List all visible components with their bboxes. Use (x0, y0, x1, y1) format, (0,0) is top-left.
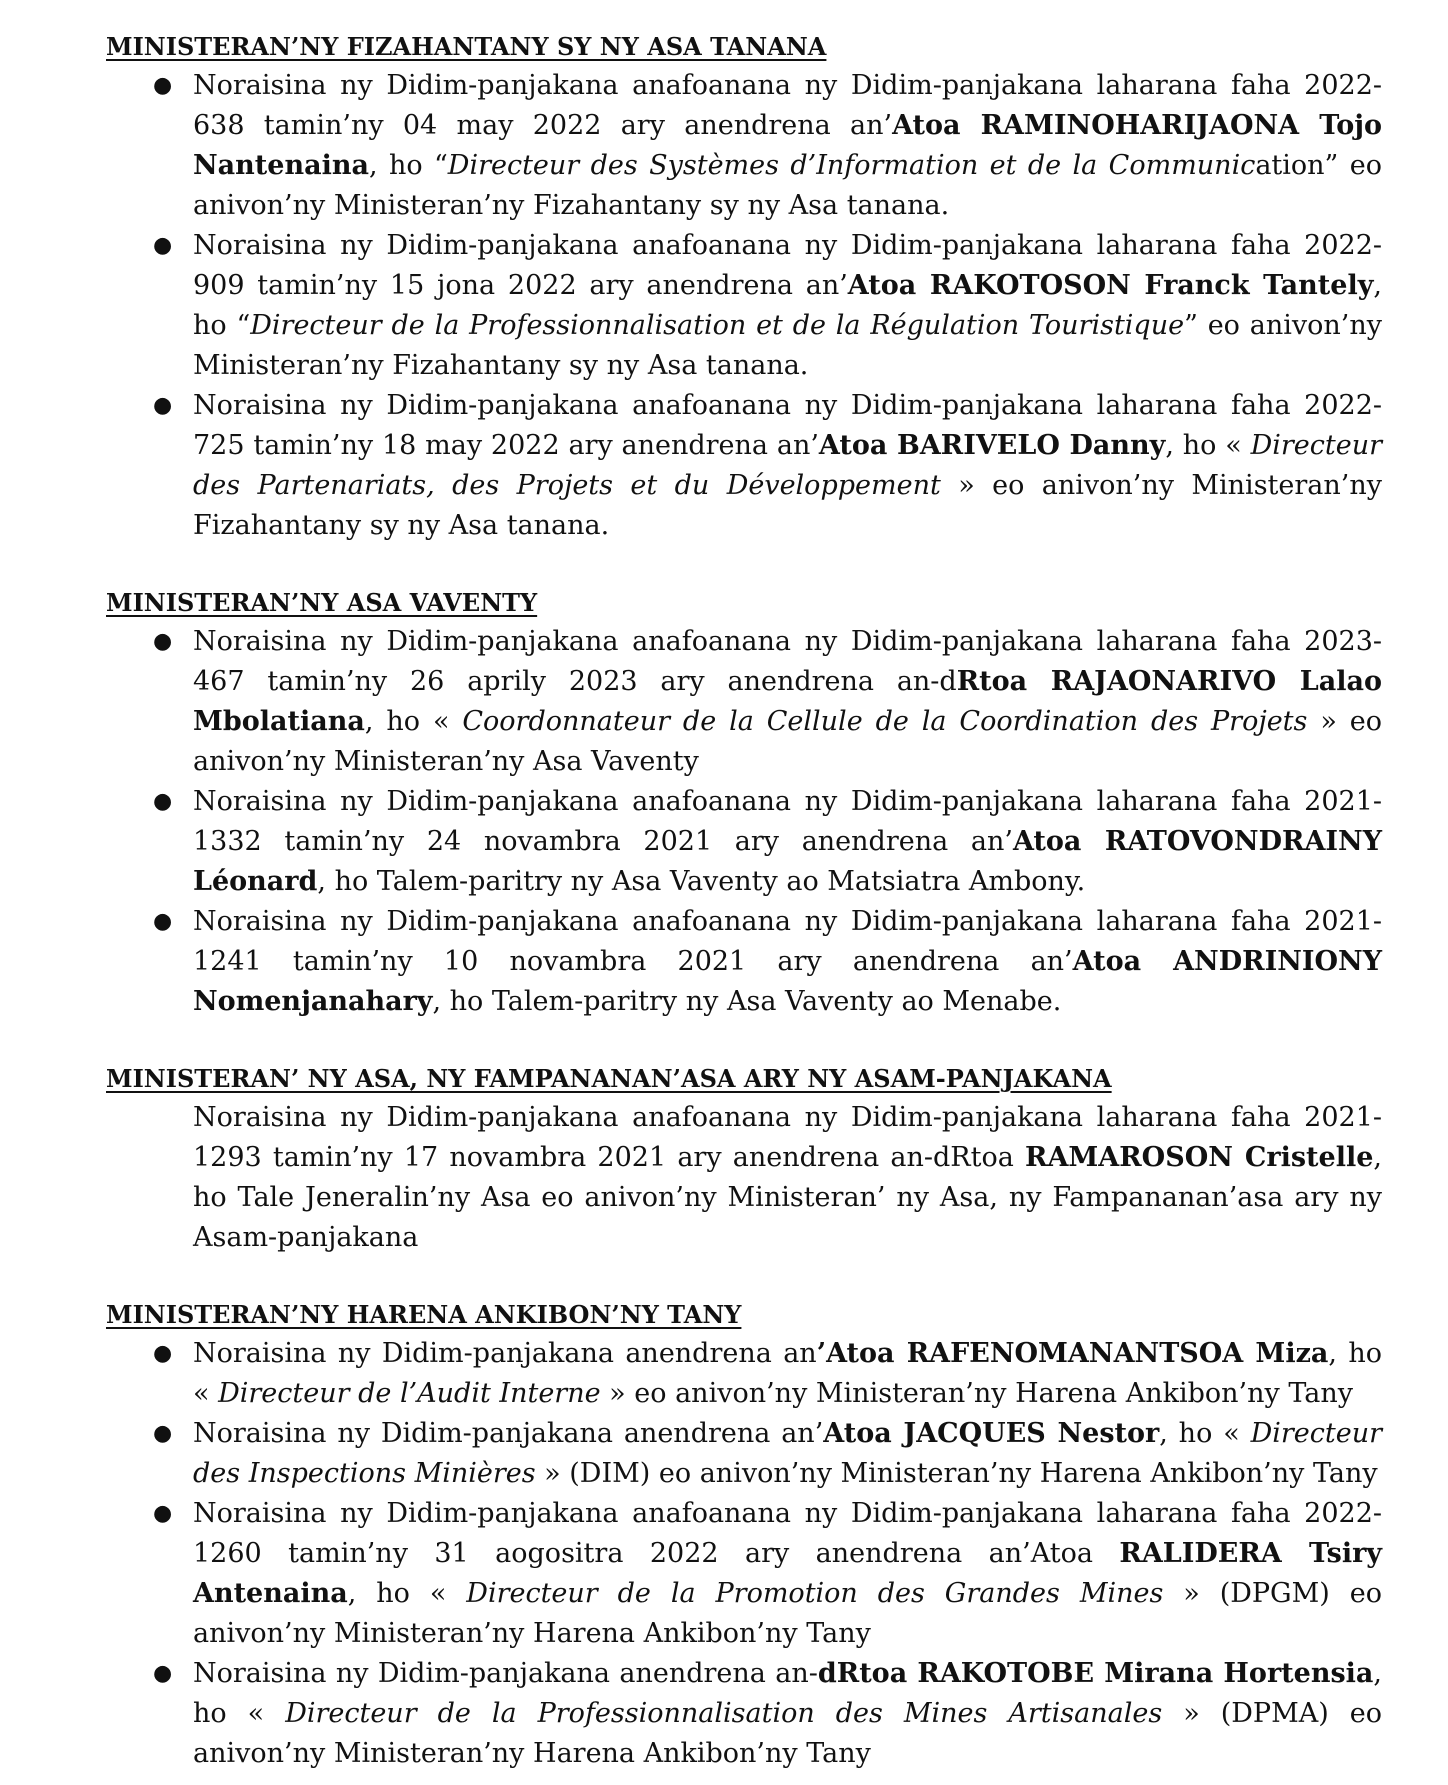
bullet-icon: ● (153, 789, 173, 814)
decree-item: ● Noraisina ny Didim-panjakana anafoanana ny Didim-panjakana laharana faha 2022-725 tamin’ny 18 may 2022 ary anendrena an’Atoa BARIVELO Danny, ho « Directeur des Partenariats, des Projets et du Développement » eo anivon’ny Ministeran’ny Fizahantany sy ny Asa tanana. (193, 386, 1382, 546)
decree-item: ● Noraisina ny Didim-panjakana anendrena an-dRtoa RAKOTOBE Mirana Hortensia, ho « Directeur de la Professionnalisation des Mines Artisanales » (DPMA) eo anivon’ny Ministeran’ny Harena Ankibon’ny Tany (193, 1654, 1382, 1774)
position-title: Directeur des Inspections Minières (193, 1418, 1382, 1489)
appointee-name: RALIDERA Tsiry Antenaina (193, 1538, 1382, 1609)
position-title: Directeur de la Professionnalisation et de la Régulation Touristique (250, 310, 1185, 341)
decree-item: ● Noraisina ny Didim-panjakana anendrena an’Atoa JACQUES Nestor, ho « Directeur des Inspections Minières » (DIM) eo anivon’ny Ministeran’ny Harena Ankibon’ny Tany (193, 1414, 1382, 1494)
section-tourism (106, 28, 1382, 546)
bullet-icon: ● (153, 393, 173, 418)
decree-list (106, 66, 1382, 546)
decree-item: ● Noraisina ny Didim-panjakana anafoanana ny Didim-panjakana laharana faha 2022-1260 tamin’ny 31 aogositra 2022 ary anendrena an’Atoa RALIDERA Tsiry Antenaina, ho « Directeur de la Promotion des Grandes Mines » (DPGM) eo anivon’ny Ministeran’ny Harena Ankibon’ny Tany (193, 1494, 1382, 1654)
position-title: Coordonnateur de la Cellule de la Coordination des Projets (462, 706, 1308, 737)
decree-item: ● Noraisina ny Didim-panjakana anafoanana ny Didim-panjakana laharana faha 2022-638 tamin’ny 04 may 2022 ary anendrena an’Atoa RAMINOHARIJAONA Tojo Nantenaina, ho “Directeur des Systèmes d’Information et de la Communication” eo anivon’ny Ministeran’ny Fizahantany sy ny Asa tanana. (193, 66, 1382, 226)
position-title: Directeur de la Promotion des Grandes Mines (466, 1578, 1164, 1609)
section-heading: MINISTERAN’ NY ASA, NY FAMPANANAN’ASA ARY NY ASAM-PANJAKANA (106, 1064, 1112, 1093)
bullet-icon: ● (153, 1341, 173, 1366)
appointee-name: ’Atoa RAFENOMANANTSOA Miza (816, 1338, 1329, 1369)
bullet-icon: ● (153, 909, 173, 934)
decree-item: ● Noraisina ny Didim-panjakana anafoanana ny Didim-panjakana laharana faha 2023-467 tamin’ny 26 aprily 2023 ary anendrena an-dRtoa RAJAONARIVO Lalao Mbolatiana, ho « Coordonnateur de la Cellule de la Coordination des Projets » eo anivon’ny Ministeran’ny Asa Vaventy (193, 622, 1382, 782)
position-title: Directeur de la Professionnalisation des Mines Artisanales (285, 1698, 1163, 1729)
section-heading: MINISTERAN’NY ASA VAVENTY (106, 588, 538, 617)
section-mines (106, 1296, 1382, 1774)
section-heading: MINISTERAN’NY HARENA ANKIBON’NY TANY (106, 1300, 742, 1329)
bullet-icon: ● (153, 1421, 173, 1446)
position-title: Directeur des Systèmes d’Information et de la Communic (447, 150, 1256, 181)
decree-list (106, 1334, 1382, 1774)
bullet-icon: ● (153, 73, 173, 98)
position-title: Directeur de l’Audit Interne (218, 1378, 601, 1409)
appointee-name: Rtoa RAJAONARIVO Lalao Mbolatiana (193, 666, 1382, 737)
bullet-icon: ● (153, 629, 173, 654)
bullet-icon: ● (153, 1501, 173, 1526)
appointee-name: RAMAROSON Cristelle (1025, 1142, 1374, 1173)
appointee-name: Atoa BARIVELO Danny (818, 430, 1166, 461)
decree-list (106, 622, 1382, 1022)
decree-item: ● Noraisina ny Didim-panjakana anafoanana ny Didim-panjakana laharana faha 2021-1241 tamin’ny 10 novambra 2021 ary anendrena an’Atoa ANDRINIONY Nomenjanahary, ho Talem-paritry ny Asa Vaventy ao Menabe. (193, 902, 1382, 1022)
appointee-name: Atoa RAMINOHARIJAONA Tojo Nantenaina (193, 110, 1382, 181)
section-labour (106, 1060, 1382, 1258)
bullet-icon: ● (153, 1661, 173, 1686)
decree-item: ● Noraisina ny Didim-panjakana anafoanana ny Didim-panjakana laharana faha 2021-1332 tamin’ny 24 novambra 2021 ary anendrena an’Atoa RATOVONDRAINY Léonard, ho Talem-paritry ny Asa Vaventy ao Matsiatra Ambony. (193, 782, 1382, 902)
appointee-name: Atoa ANDRINIONY Nomenjanahary (193, 946, 1382, 1017)
position-title: Directeur des Partenariats, des Projets et du Développement (193, 430, 1382, 501)
appointee-name: dRtoa RAKOTOBE Mirana Hortensia (817, 1658, 1374, 1689)
section-public-works (106, 584, 1382, 1022)
decree-item: ● Noraisina ny Didim-panjakana anendrena an’Atoa RAFENOMANANTSOA Miza, ho « Directeur de l’Audit Interne » eo anivon’ny Ministeran’ny Harena Ankibon’ny Tany (193, 1334, 1382, 1414)
bullet-icon: ● (153, 233, 173, 258)
section-heading: MINISTERAN’NY FIZAHANTANY SY NY ASA TANANA (106, 32, 827, 61)
appointee-name: Atoa RATOVONDRAINY Léonard (193, 826, 1382, 897)
appointee-name: Atoa JACQUES Nestor (823, 1418, 1160, 1449)
decree-paragraph: Noraisina ny Didim-panjakana anafoanana ny Didim-panjakana laharana faha 2021-1293 tamin’ny 17 novambra 2021 ary anendrena an-dRtoa RAMAROSON Cristelle, ho Tale Jeneralin’ny Asa eo anivon’ny Ministeran’ ny Asa, ny Fampananan’asa ary ny Asam-panjakana (193, 1102, 1382, 1253)
decree-item: ● Noraisina ny Didim-panjakana anafoanana ny Didim-panjakana laharana faha 2022-909 tamin’ny 15 jona 2022 ary anendrena an’Atoa RAKOTOSON Franck Tantely, ho “Directeur de la Professionnalisation et de la Régulation Touristique” eo anivon’ny Ministeran’ny Fizahantany sy ny Asa tanana. (193, 226, 1382, 386)
appointee-name: Atoa RAKOTOSON Franck Tantely (847, 270, 1374, 301)
